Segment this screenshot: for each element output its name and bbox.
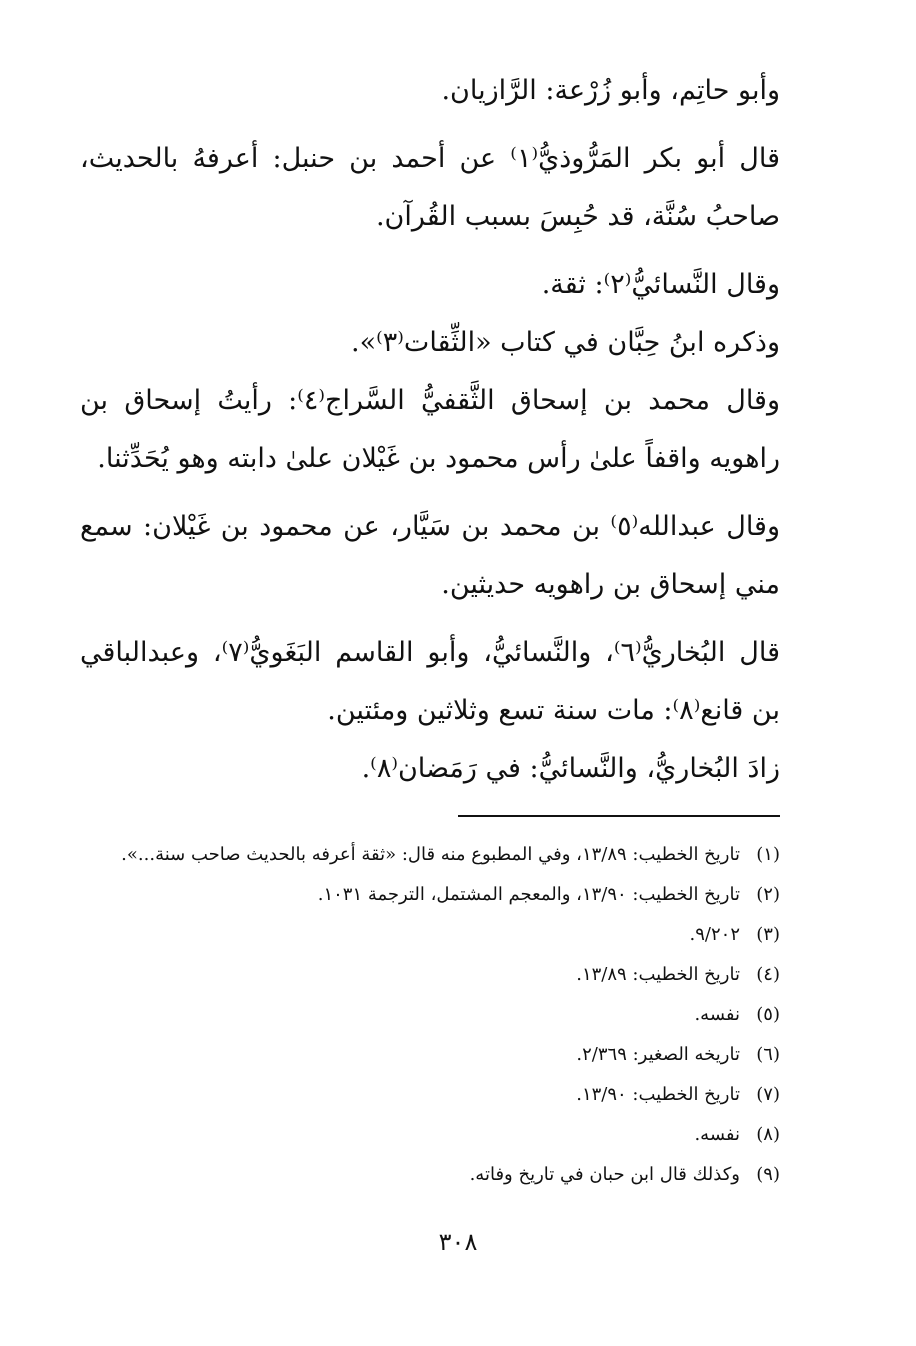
footnote-number: (٤) bbox=[756, 964, 780, 985]
paragraph: وقال محمد بن إسحاق الثَّقفيُّ السَّراج⁽٤⁾: رأيتُ إسحاق بن راهويه واقفاً علىٰ رأس محمود بن غَيْلان علىٰ دابته وهو يُحَدِّثنا. bbox=[80, 385, 780, 474]
paragraph: وذكره ابنُ حِبَّان في كتاب «الثِّقات⁽٣⁾». bbox=[351, 327, 780, 358]
footnote-number: (٧) bbox=[756, 1084, 780, 1105]
body-text bbox=[80, 62, 780, 798]
footnote-text: تاريخه الصغير: ٢/٣٦٩. bbox=[576, 1044, 740, 1065]
footnote-text: نفسه. bbox=[694, 1004, 740, 1025]
footnote-number: (١) bbox=[756, 844, 780, 865]
footnote-text: ٩/٢٠٢. bbox=[689, 924, 740, 945]
paragraph: وأبو حاتِم، وأبو زُرْعة: الرَّازيان. bbox=[441, 75, 780, 106]
footnote-number: (٩) bbox=[756, 1164, 780, 1185]
footnote-text: وكذلك قال ابن حبان في تاريخ وفاته. bbox=[469, 1164, 740, 1185]
footnotes bbox=[80, 835, 780, 1195]
footnote-text: تاريخ الخطيب: ١٣/٩٠. bbox=[576, 1084, 740, 1105]
footnote-text: نفسه. bbox=[694, 1124, 740, 1145]
paragraph: وقال النَّسائيُّ⁽٢⁾: ثقة. bbox=[541, 269, 780, 300]
paragraph: وقال عبدالله⁽٥⁾ بن محمد بن سَيَّار، عن محمود بن غَيْلان: سمع مني إسحاق بن راهويه حديثين. bbox=[80, 511, 781, 600]
page-number: ٣٠٨ bbox=[438, 1228, 478, 1256]
footnote bbox=[80, 1115, 780, 1155]
footnote bbox=[80, 835, 780, 875]
footnote-number: (٨) bbox=[756, 1124, 780, 1145]
footnote bbox=[80, 915, 780, 955]
footnote-number: (٣) bbox=[756, 924, 780, 945]
paragraph: قال أبو بكر المَرُّوذيُّ⁽١⁾ عن أحمد بن حنبل: أعرفهُ بالحديث، صاحبُ سُنَّة، قد حُبِسَ بسبب القُرآن. bbox=[80, 143, 780, 232]
footnote-number: (٥) bbox=[756, 1004, 780, 1025]
footnote bbox=[80, 1155, 780, 1195]
footnote-number: (٦) bbox=[756, 1044, 780, 1065]
paragraph: زادَ البُخاريُّ، والنَّسائيُّ: في رَمَضان⁽٨⁾. bbox=[361, 753, 780, 784]
footnote-text: تاريخ الخطيب: ١٣/٨٩، وفي المطبوع منه قال: «ثقة أعرفه بالحديث صاحب سنة...». bbox=[121, 844, 740, 865]
footnote bbox=[80, 955, 780, 995]
footnote bbox=[80, 1035, 780, 1075]
footnote bbox=[80, 875, 780, 915]
footnote-text: تاريخ الخطيب: ١٣/٨٩. bbox=[576, 964, 740, 985]
footnote bbox=[80, 1075, 780, 1115]
footnote-text: تاريخ الخطيب: ١٣/٩٠، والمعجم المشتمل، الترجمة ١٠٣١. bbox=[317, 884, 740, 905]
footnote-number: (٢) bbox=[756, 884, 780, 905]
footnote bbox=[80, 995, 780, 1035]
paragraph: قال البُخاريُّ⁽٦⁾، والنَّسائيُّ، وأبو القاسم البَغَويُّ⁽٧⁾، وعبدالباقي بن قانع⁽٨⁾: مات سنة تسع وثلاثين ومئتين. bbox=[80, 637, 780, 726]
footnote-divider bbox=[458, 815, 780, 817]
